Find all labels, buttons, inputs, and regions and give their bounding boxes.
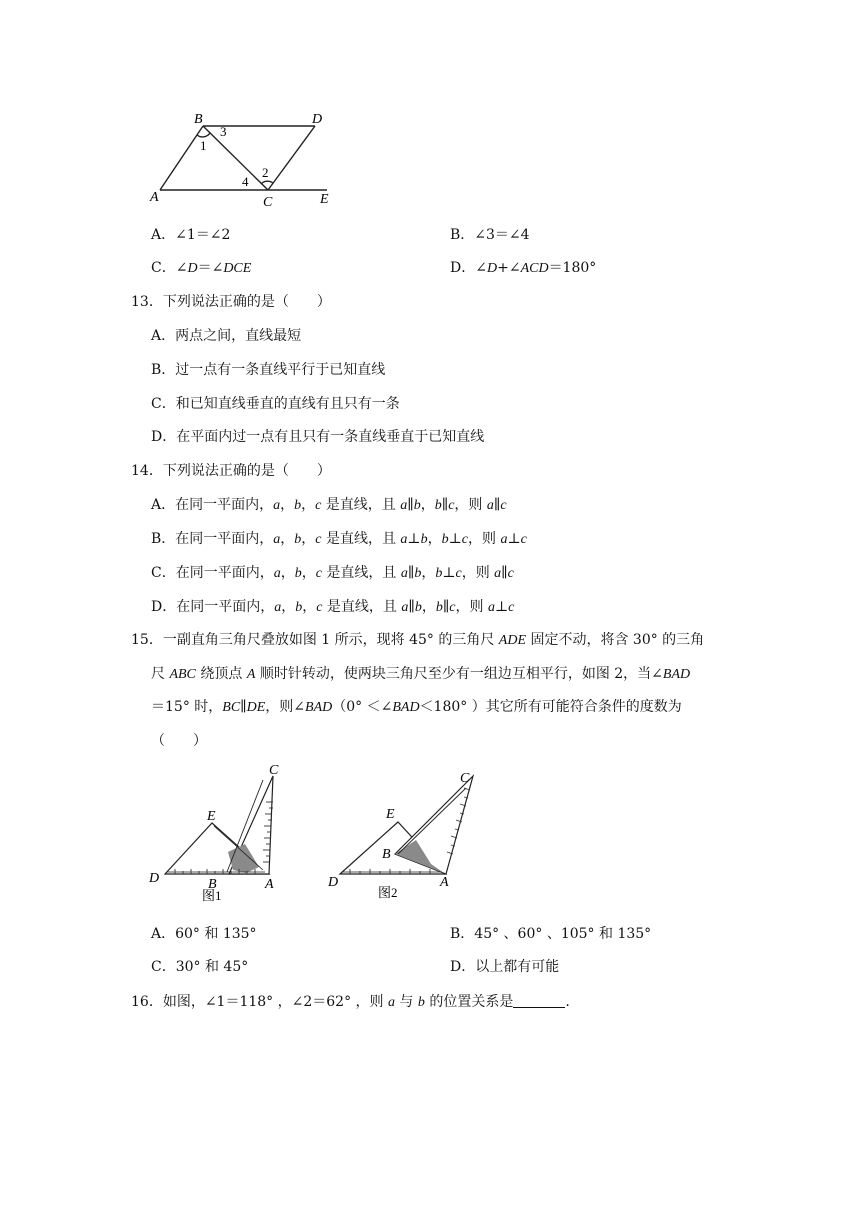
- math-var: c: [500, 498, 507, 513]
- math-var: c: [507, 566, 514, 581]
- relation-symbol: ∥: [408, 599, 415, 615]
- text-segment: ，: [280, 531, 295, 547]
- q15-figure-2: [320, 762, 480, 904]
- math-var: ACD: [520, 261, 549, 276]
- math-var: a: [500, 532, 508, 547]
- fig2-label-B: B: [382, 847, 391, 862]
- math-var: c: [508, 600, 515, 615]
- fig1-label-B: B: [208, 877, 217, 892]
- math-var: D: [187, 261, 198, 276]
- math-var: BAD: [392, 700, 420, 715]
- text-segment: 与: [394, 994, 418, 1010]
- text-segment: ，: [420, 497, 435, 513]
- math-var: b: [434, 498, 442, 513]
- q15-option-c: C．30° 和 45°: [151, 959, 249, 975]
- q12-label-E: E: [320, 192, 329, 207]
- text-segment: ，则∠: [265, 699, 306, 715]
- q13-option-a: A．两点之间，直线最短: [151, 328, 302, 344]
- text-segment: 固定不动，将含 30° 的三角: [526, 632, 705, 648]
- text-segment: （0° ＜∠: [332, 699, 393, 715]
- text-segment: ＝∠: [197, 260, 224, 276]
- q15-option-b: B．45° 、60° 、105° 和 135°: [450, 926, 652, 942]
- q13-stem: 13．下列说法正确的是（ ）: [131, 294, 331, 310]
- fig2-label-E: E: [386, 807, 395, 822]
- text-segment: B．在同一平面内，: [151, 531, 274, 547]
- q12-option-b: B．∠3＝∠4: [450, 227, 530, 243]
- q14-option-b: [151, 529, 527, 550]
- math-var: c: [315, 566, 322, 581]
- fig2-label-C: C: [460, 771, 470, 786]
- math-var: ADE: [498, 633, 527, 648]
- text-segment: ，: [301, 565, 316, 581]
- math-var: BAD: [662, 667, 691, 682]
- math-var: ABC: [169, 667, 196, 682]
- math-var: b: [414, 566, 422, 581]
- math-var: BAD: [305, 700, 333, 715]
- q14-option-a: [151, 495, 507, 516]
- math-var: a: [400, 498, 408, 513]
- relation-symbol: ⊥: [494, 599, 509, 615]
- text-segment: D．在同一平面内，: [151, 599, 275, 615]
- text-segment: 是直线，且: [322, 599, 402, 615]
- q15-stem-line-2: [151, 664, 690, 685]
- q12-angle-2: 2: [262, 165, 269, 180]
- q12-label-A: A: [150, 190, 159, 205]
- relation-symbol: ⊥: [407, 531, 421, 547]
- relation-symbol: ⊥: [448, 531, 462, 547]
- math-var: c: [461, 532, 468, 547]
- text-segment: 16．如图，∠1＝118° ，∠2＝62° ，则: [131, 994, 388, 1010]
- text-segment: ，: [421, 599, 436, 615]
- text-segment: ，: [280, 497, 295, 513]
- fig2-label-D: D: [328, 875, 339, 890]
- q12-option-a: A．∠1＝∠2: [151, 227, 231, 243]
- math-var: b: [441, 532, 449, 547]
- math-var: DCE: [223, 261, 252, 276]
- text-segment: C．在同一平面内，: [151, 565, 274, 581]
- q12-label-D: D: [312, 112, 323, 127]
- text-segment: 15．一副直角三角尺叠放如图 1 所示，现将 45° 的三角尺: [131, 632, 499, 648]
- q12-angle-1: 1: [200, 138, 207, 153]
- text-segment: D．∠: [450, 260, 487, 276]
- math-var: b: [295, 600, 303, 615]
- text-segment: 绕顶点: [195, 666, 247, 682]
- fig1-label-A: A: [265, 877, 274, 892]
- math-var: A: [246, 667, 256, 682]
- relation-symbol: ⊥: [507, 531, 521, 547]
- math-var: a: [387, 995, 395, 1010]
- text-segment: 尺: [151, 666, 170, 682]
- relation-symbol: ⊥: [442, 565, 456, 581]
- relation-symbol: ∥: [407, 497, 414, 513]
- relation-symbol: ∥: [501, 565, 508, 581]
- math-var: a: [274, 600, 282, 615]
- math-var: a: [401, 600, 409, 615]
- text-segment: 顺时针转动，使两块三角尺至少有一组边互相平行，如图 2，当∠: [255, 666, 663, 682]
- relation-symbol: ∥: [407, 565, 415, 581]
- fig1-label-D: D: [149, 871, 160, 886]
- text-segment: +∠: [497, 260, 521, 276]
- text-segment: ＝180°: [548, 260, 597, 276]
- math-var: b: [420, 532, 428, 547]
- text-segment: ＜180° ）其它所有可能符合条件的度数为: [419, 699, 682, 715]
- relation-symbol: ∥: [240, 699, 247, 715]
- text-segment: A．在同一平面内，: [151, 497, 274, 513]
- q13-option-c: C．和已知直线垂直的直线有且只有一条: [151, 396, 400, 412]
- math-var: b: [294, 532, 302, 547]
- text-segment: ，: [281, 599, 296, 615]
- math-var: b: [294, 566, 302, 581]
- math-var: c: [455, 566, 462, 581]
- text-segment: ，: [302, 599, 317, 615]
- math-var: a: [273, 532, 281, 547]
- fig2-caption: 图2: [378, 885, 398, 900]
- math-var: b: [435, 566, 443, 581]
- text-segment: ，: [421, 565, 436, 581]
- q15-answer-bracket: （ ）: [151, 733, 207, 749]
- text-segment: .: [565, 994, 570, 1010]
- q15-option-a: A．60° 和 135°: [151, 926, 257, 942]
- math-var: c: [448, 498, 455, 513]
- math-var: a: [487, 600, 495, 615]
- text-segment: ，则: [454, 497, 487, 513]
- math-var: b: [294, 498, 302, 513]
- text-segment: ，: [301, 497, 316, 513]
- q15-figure-1: [145, 762, 290, 904]
- answer-blank[interactable]: [513, 993, 565, 1008]
- q13-option-d: D．在平面内过一点有且只有一条直线垂直于已知直线: [151, 429, 485, 445]
- math-var: a: [400, 566, 408, 581]
- math-var: D: [486, 261, 498, 276]
- text-segment: ，则: [455, 599, 488, 615]
- math-var: c: [520, 532, 527, 547]
- text-segment: ，: [427, 531, 442, 547]
- q15-option-d: D．以上都有可能: [450, 959, 560, 975]
- q15-stem-line-1: [131, 630, 704, 651]
- math-var: a: [486, 498, 494, 513]
- text-segment: ，则: [461, 565, 495, 581]
- relation-symbol: ∥: [493, 497, 501, 513]
- text-segment: ＝15° 时，: [151, 699, 223, 715]
- math-var: a: [273, 566, 281, 581]
- q12-parallelogram-figure: [140, 106, 360, 210]
- fig1-caption: 图1: [202, 888, 222, 903]
- fig1-label-C: C: [269, 763, 279, 778]
- math-var: a: [494, 566, 502, 581]
- q13-option-b: B．过一点有一条直线平行于已知直线: [151, 362, 386, 378]
- q14-stem: 14．下列说法正确的是（ ）: [131, 463, 331, 479]
- q15-stem-line-3: [151, 697, 682, 718]
- text-segment: ，: [280, 565, 295, 581]
- fig1-label-E: E: [207, 809, 216, 824]
- q12-angle-4: 4: [242, 174, 249, 189]
- math-var: DE: [246, 700, 266, 715]
- math-var: a: [400, 532, 408, 547]
- math-var: a: [273, 498, 281, 513]
- text-segment: ，则: [467, 531, 501, 547]
- q14-option-d: [151, 597, 514, 618]
- math-var: b: [435, 600, 443, 615]
- math-var: c: [449, 600, 456, 615]
- math-var: b: [413, 498, 421, 513]
- math-var: c: [315, 498, 322, 513]
- q12-label-C: C: [263, 195, 273, 210]
- text-segment: 是直线，且: [321, 497, 401, 513]
- q12-label-B: B: [194, 112, 203, 127]
- math-var: c: [315, 532, 322, 547]
- math-var: b: [417, 995, 425, 1010]
- relation-symbol: ∥: [442, 599, 450, 615]
- q12-option-c: [151, 258, 251, 279]
- math-var: c: [316, 600, 323, 615]
- q12-option-d: [450, 258, 596, 279]
- relation-symbol: ∥: [441, 497, 449, 513]
- q12-angle-3: 3: [220, 124, 227, 139]
- text-segment: 是直线，且: [321, 565, 401, 581]
- text-segment: ，: [301, 531, 316, 547]
- text-segment: C．∠: [151, 260, 188, 276]
- text-segment: 是直线，且: [321, 531, 401, 547]
- fig2-label-A: A: [440, 875, 449, 890]
- math-var: BC: [222, 700, 241, 715]
- q14-option-c: [151, 563, 514, 584]
- text-segment: 的位置关系是: [424, 994, 514, 1010]
- q16-stem: [131, 992, 570, 1013]
- math-var: b: [414, 600, 422, 615]
